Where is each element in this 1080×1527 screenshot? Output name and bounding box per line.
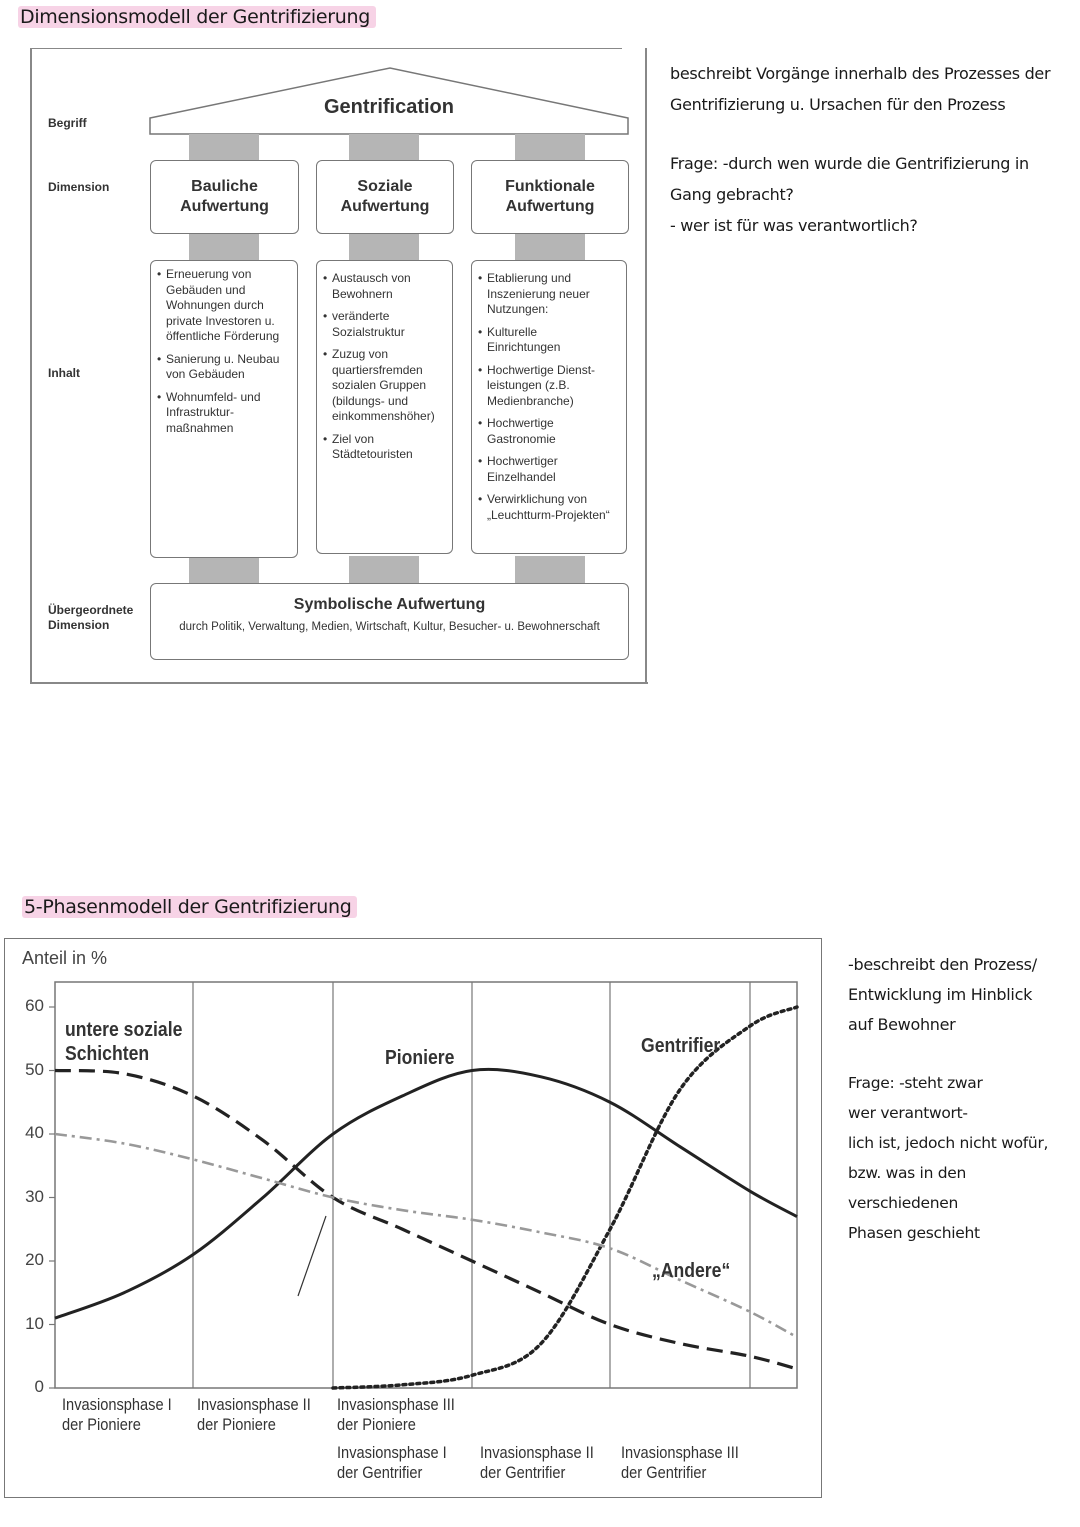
content-item: • Hochwertige Dienst- leistungen (z.B. Medienbranche) [478, 363, 620, 410]
note-question-top: Frage: -durch wen wurde die Gentrifizierung in Gang gebracht? - wer ist für was verantwortlich? [670, 154, 1029, 235]
y-tick-label: 30 [25, 1186, 44, 1206]
y-tick-label: 50 [25, 1059, 44, 1079]
dimension-model-title-text: Dimensionsmodell der Gentrifizierung [18, 6, 376, 28]
content-item: • veränderte Sozialstruktur [323, 309, 446, 340]
series-label-andere: „Andere“ [652, 1260, 731, 1282]
phase-model-title-text: 5-Phasenmodell der Gentrifizierung [22, 896, 357, 918]
phase-label-gentrifier-1: Invasionsphase I der Gentrifier [337, 1443, 447, 1482]
content-item: • Ziel von Städtetouristen [323, 432, 446, 463]
dimension-funktionale: Funktionale Aufwertung [471, 160, 629, 234]
row-label-uebergeordnet: Übergeordnete Dimension [48, 603, 134, 632]
annotation-stroke [298, 1216, 326, 1296]
y-tick-label: 20 [25, 1250, 44, 1269]
content-item: • Etablierung und Inszenierung neuer Nutzungen: [478, 271, 620, 318]
content-item: • Wohnumfeld- und Infrastruktur- maßnahmen [157, 390, 291, 437]
phase-label-gentrifier-2: Invasionsphase II der Gentrifier [480, 1443, 594, 1482]
phase-label-gentrifier-3: Invasionsphase III der Gentrifier [621, 1443, 739, 1482]
row-label-begriff: Begriff [48, 116, 87, 130]
content-item: • Verwirklichung von „Leuchtturm-Projekten“ [478, 492, 620, 523]
content-item: • Austausch von Bewohnern [323, 271, 446, 302]
roof-title: Gentrification [323, 96, 454, 118]
y-tick-label: 10 [25, 1313, 44, 1333]
series-label-pioniere: Pioniere [385, 1047, 455, 1069]
dimension-soziale: Soziale Aufwertung [316, 160, 454, 234]
content-item: • Kulturelle Einrichtungen [478, 325, 620, 356]
note-description-top: beschreibt Vorgänge innerhalb des Prozesses der Gentrifizierung u. Ursachen für den Prozess [670, 64, 1051, 114]
phase-label-pioniere-3: Invasionsphase III der Pioniere [337, 1395, 455, 1434]
symbolic-subtitle: durch Politik, Verwaltung, Medien, Wirtschaft, Kultur, Besucher- u. Bewohnerschaft [179, 621, 600, 633]
content-item: • Sanierung u. Neubau von Gebäuden [157, 352, 291, 383]
note-description-bottom: -beschreibt den Prozess/ Entwicklung im Hinblick auf Bewohner [848, 955, 1037, 1034]
row-label-inhalt: Inhalt [48, 366, 80, 380]
symbolic-title: Symbolische Aufwertung [293, 596, 486, 613]
phase-label-pioniere-2: Invasionsphase II der Pioniere [197, 1395, 311, 1434]
series-label-gentrifier: Gentrifier [641, 1035, 721, 1057]
series-label-untere-schichten: untere soziale Schichten [65, 1019, 183, 1065]
content-item: • Hochwertiger Einzelhandel [478, 454, 620, 485]
y-tick-label: 40 [25, 1123, 44, 1142]
series-line-0 [55, 1071, 797, 1369]
y-axis-title: Anteil in % [22, 948, 108, 968]
dimension-bauliche: Bauliche Aufwertung [150, 160, 299, 234]
y-tick-label: 0 [34, 1377, 44, 1396]
phase-label-pioniere-1: Invasionsphase I der Pioniere [62, 1395, 172, 1434]
content-item: • Hochwertige Gastronomie [478, 416, 620, 447]
content-item: • Zuzug von quartiersfremden sozialen Gruppen (bildungs- und einkommenshöher) [323, 347, 446, 425]
y-tick-label: 60 [25, 996, 44, 1015]
series-line-3 [55, 1134, 797, 1337]
content-item: • Erneuerung von Gebäuden und Wohnungen durch private Investoren u. öffentliche Förderung [157, 267, 291, 345]
note-question-bottom: Frage: -steht zwar wer verantwort- lich ist, jedoch nicht wofür, bzw. was in den verschiedenen Phasen geschieht [848, 1074, 1049, 1242]
row-label-dimension: Dimension [48, 180, 110, 194]
